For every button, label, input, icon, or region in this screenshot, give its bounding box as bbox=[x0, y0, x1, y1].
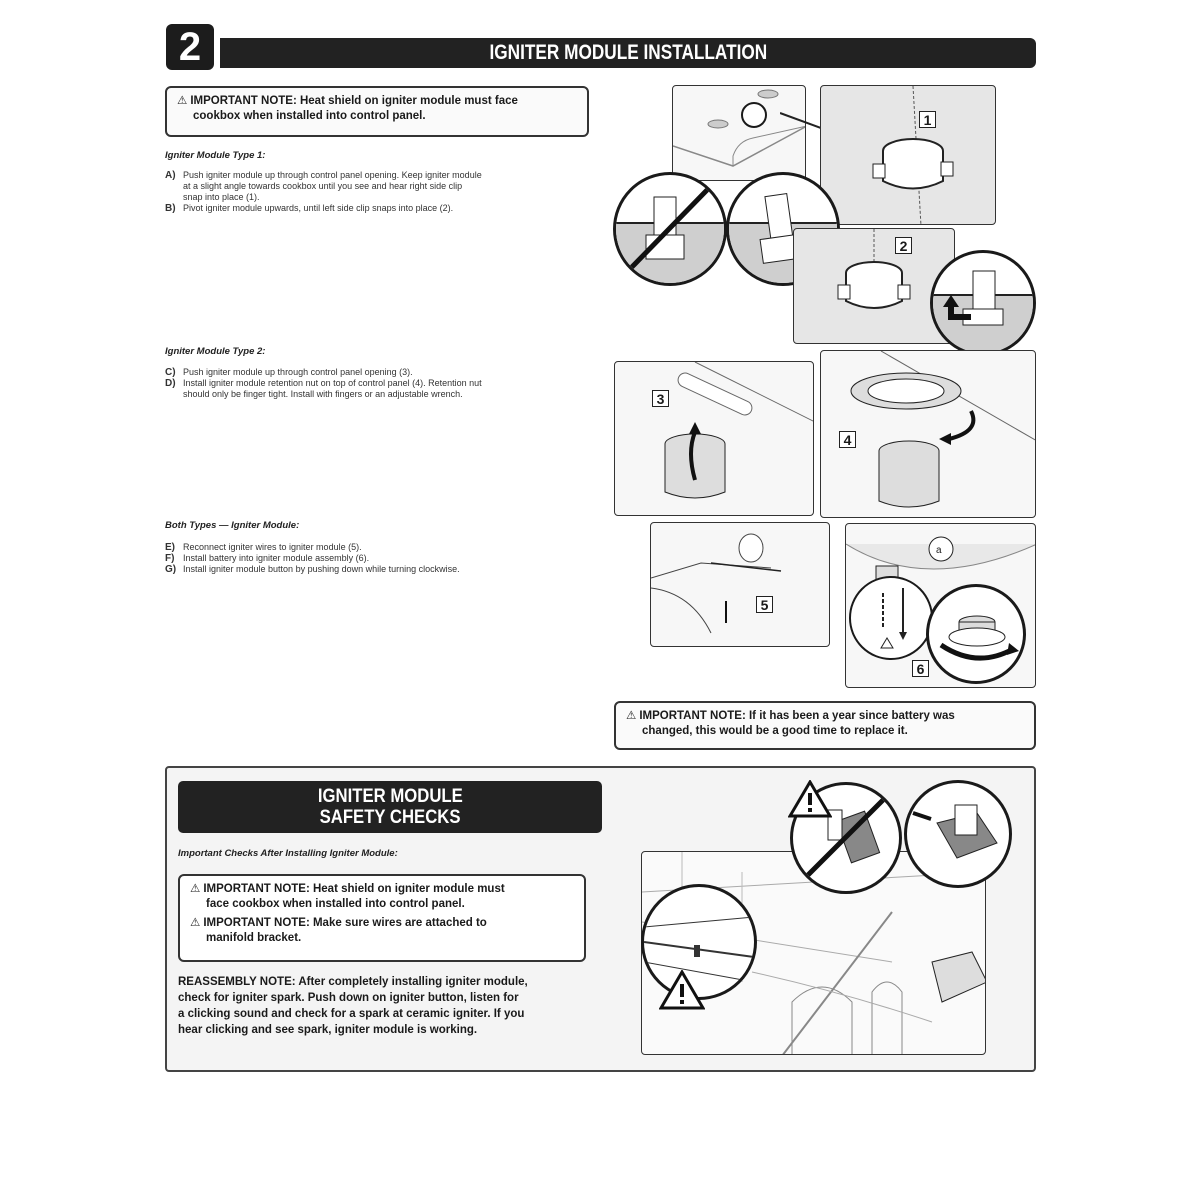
prohibited-illustration bbox=[616, 175, 724, 283]
button-turn-circle bbox=[926, 584, 1026, 684]
figure-step-5 bbox=[650, 522, 830, 647]
clockwise-turn-illustration bbox=[929, 587, 1023, 681]
warning-triangle-icon: ⚠ bbox=[626, 710, 637, 722]
figure-step-3 bbox=[614, 361, 814, 516]
pivot-detail-circle bbox=[930, 250, 1036, 356]
type2-heading: Igniter Module Type 2: bbox=[165, 346, 266, 357]
figure-label-4: 4 bbox=[839, 431, 856, 448]
figure-label-3: 3 bbox=[652, 390, 669, 407]
step-e: E) Reconnect igniter wires to igniter module (5). bbox=[165, 542, 362, 553]
battery-arrow-illustration bbox=[851, 578, 931, 658]
warning-triangle-icon: ⚠ bbox=[190, 883, 201, 895]
warning-triangle-icon bbox=[659, 970, 705, 1010]
type2-steps bbox=[165, 367, 595, 400]
figure-step-4 bbox=[820, 350, 1036, 518]
type1-steps bbox=[165, 170, 595, 214]
step-number-badge: 2 bbox=[166, 24, 214, 70]
warning-triangle-icon: ⚠ bbox=[177, 95, 188, 107]
battery-insert-circle bbox=[849, 576, 933, 660]
type1-heading: Igniter Module Type 1: bbox=[165, 150, 266, 161]
both-types-heading: Both Types — Igniter Module: bbox=[165, 520, 300, 531]
step-b: B) Pivot igniter module upwards, until left side clip snaps into place (2). bbox=[165, 203, 454, 214]
igniter-clip-illustration bbox=[821, 86, 996, 225]
svg-text:a: a bbox=[936, 545, 942, 556]
step-c: C) Push igniter module up through control panel opening (3). bbox=[165, 367, 413, 378]
figure-step-1 bbox=[820, 85, 996, 225]
safety-subheading: Important Checks After Installing Igniter Module: bbox=[178, 848, 398, 859]
figure-label-6: 6 bbox=[912, 660, 929, 677]
push-up-illustration bbox=[615, 362, 814, 516]
warning-triangle-icon: ⚠ bbox=[190, 917, 201, 929]
important-note-battery: ⚠ IMPORTANT NOTE: If it has been a year since battery was changed, this would be a good time to replace it. bbox=[614, 701, 1036, 750]
igniter-pivot-illustration bbox=[794, 229, 955, 344]
safety-note-heat-shield: ⚠ IMPORTANT NOTE: Heat shield on igniter module must face cookbox when installed into control panel. bbox=[190, 883, 505, 910]
important-note-heat-shield: ⚠ IMPORTANT NOTE: Heat shield on igniter module must face cookbox when installed into control panel. bbox=[165, 86, 589, 137]
figure-step-2 bbox=[793, 228, 955, 344]
figure-label-1: 1 bbox=[919, 111, 936, 128]
section-title-bar bbox=[220, 38, 1036, 68]
figure-label-2: 2 bbox=[895, 237, 912, 254]
reconnect-wires-illustration bbox=[651, 523, 830, 647]
pivot-arrow-illustration bbox=[933, 253, 1033, 353]
safety-note-wires: ⚠ IMPORTANT NOTE: Make sure wires are attached to manifold bracket. bbox=[190, 917, 487, 944]
incorrect-angle-circle bbox=[613, 172, 727, 286]
step-a: A) Push igniter module up through control panel opening. Keep igniter module at a slight angle towards cookbox until you see and hear right side clip snap into place (1). bbox=[165, 170, 482, 202]
step-d: D) Install igniter module retention nut on top of control panel (4). Retention nut should only be finger tight. Install with fingers or an adjustable wrench. bbox=[165, 378, 482, 399]
correct-wire-circle bbox=[904, 780, 1012, 888]
callout-a-circle bbox=[741, 102, 767, 128]
safety-notes-box bbox=[178, 874, 586, 962]
both-types-steps bbox=[165, 542, 595, 575]
figure-label-5: 5 bbox=[756, 596, 773, 613]
warning-triangle-icon bbox=[788, 780, 832, 818]
section-title: IGNITER MODULE INSTALLATION bbox=[489, 41, 767, 64]
correct-heat-shield-illustration bbox=[907, 783, 1009, 885]
step-g: G) Install igniter module button by pushing down while turning clockwise. bbox=[165, 564, 460, 575]
step-f: F) Install battery into igniter module assembly (6). bbox=[165, 553, 370, 564]
safety-checks-title: IGNITER MODULE SAFETY CHECKS bbox=[178, 781, 602, 833]
reassembly-note: REASSEMBLY NOTE: After completely installing igniter module, check for igniter spark. Push down on igniter button, listen for a clicking sound and check for a spark at ceramic igniter. If you hear clicking and see spark, igniter module is working. bbox=[178, 976, 528, 1036]
figure-step-6 bbox=[845, 523, 1036, 688]
